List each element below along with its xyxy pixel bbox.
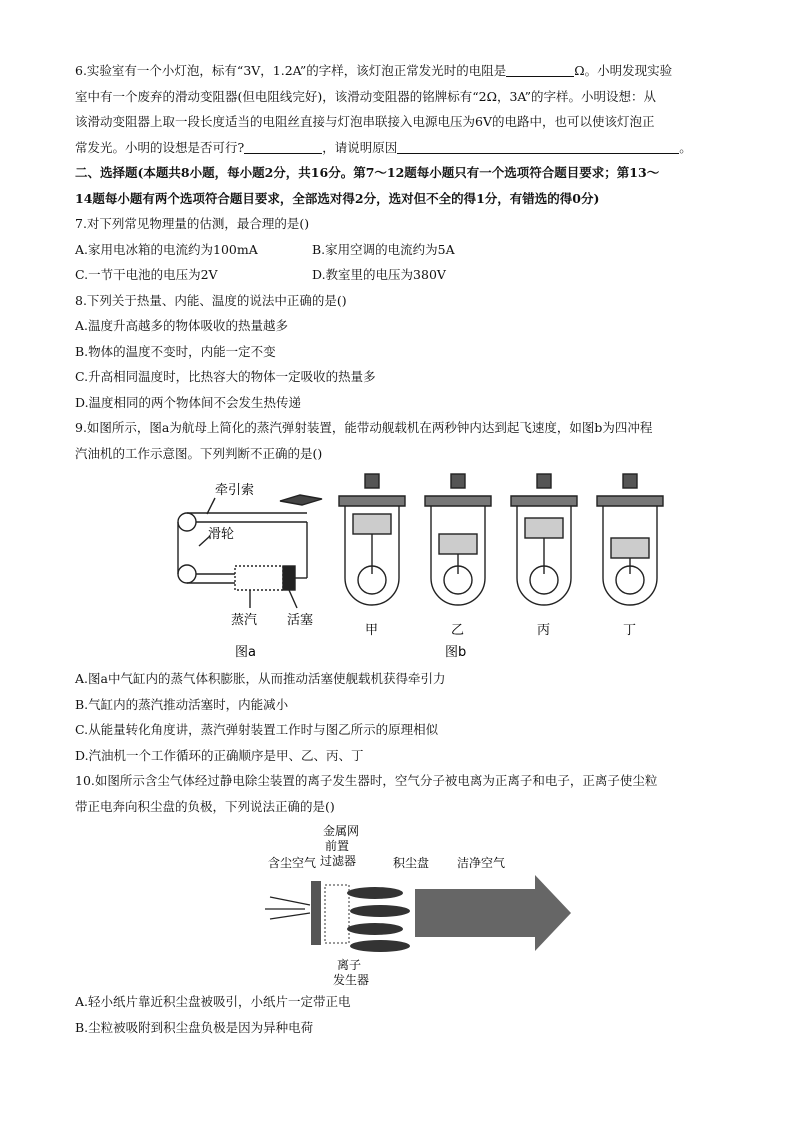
q7-options-row-2 xyxy=(75,262,727,288)
piston xyxy=(283,566,295,590)
exam-page xyxy=(75,58,727,1040)
q7-option-d[interactable]: D.教室里的电压为380V xyxy=(312,267,446,282)
q9-figure xyxy=(75,466,727,666)
q9-option-b[interactable]: B.气缸内的蒸汽推动活塞时，内能减小 xyxy=(75,696,289,712)
q8-stem: 8.下列关于热量、内能、温度的说法中正确的是() xyxy=(75,292,347,308)
q10-option-a[interactable]: A.轻小纸片靠近积尘盘被吸引，小纸片一定带正电 xyxy=(75,994,351,1009)
clean-air-arrow xyxy=(415,875,571,951)
q6-line-2: 室中有一个废弃的滑动变阻器(但电阻线完好)，该滑动变阻器的铭牌标有“2Ω，3A”的字样。小明设想：从 xyxy=(75,88,656,104)
label-metal-mesh-3: 过滤器 xyxy=(320,854,357,868)
ion-generator xyxy=(325,885,349,943)
q9-stem-line-2: 汽油机的工作示意图。下列判断不正确的是() xyxy=(75,445,323,461)
engine-cylinders xyxy=(339,474,663,605)
cylinder-jia xyxy=(339,474,405,605)
metal-mesh-filter xyxy=(311,881,321,945)
q9-stem-line-1: 9.如图所示，图a为航母上简化的蒸汽弹射装置，能带动舰载机在两秒钟内达到起飞速度，如图b为四冲程 xyxy=(75,420,653,435)
q9-option-c[interactable]: C.从能量转化角度讲，蒸汽弹射装置工作时与图乙所示的原理相似 xyxy=(75,722,439,737)
label-piston: 活塞 xyxy=(287,613,314,628)
label-ion-generator-2: 发生器 xyxy=(333,973,370,987)
q6-line-4: 常发光。小明的设想是否可行? ，请说明原因 。 xyxy=(75,139,692,155)
label-pulley: 滑轮 xyxy=(208,527,235,542)
label-metal-mesh-1: 金属网 xyxy=(323,824,360,838)
q8-option-d[interactable]: D.温度相同的两个物体间不会发生热传递 xyxy=(75,394,302,410)
label-clean-air: 洁净空气 xyxy=(457,856,506,870)
section2-heading-line-2: 14题每小题有两个选项符合题目要求，全部选对得2分，选对但不全的得1分，有错选的得0分) xyxy=(75,190,600,206)
q10-stem-line-1: 10.如图所示含尘气体经过静电除尘装置的离子发生器时，空气分子被电离为正离子和电子，正离子使尘粒 xyxy=(75,773,658,788)
label-stroke-jia: 甲 xyxy=(365,623,379,638)
q6-blank-resistance[interactable] xyxy=(506,62,574,77)
cylinder-ding xyxy=(597,474,663,605)
cylinder-yi xyxy=(425,474,491,605)
q10-figure xyxy=(75,819,727,989)
q7-option-a[interactable]: A.家用电冰箱的电流约为100mA xyxy=(75,241,258,257)
aircraft-icon xyxy=(280,495,322,505)
label-steam: 蒸汽 xyxy=(231,613,258,628)
q7-options-row-1 xyxy=(75,237,727,263)
q7-option-c[interactable]: C.一节干电池的电压为2V xyxy=(75,267,218,282)
catapult-diagram xyxy=(178,495,322,608)
q6-blank-reason[interactable] xyxy=(397,139,679,154)
q9-option-d[interactable]: D.汽油机一个工作循环的正确顺序是甲、乙、丙、丁 xyxy=(75,747,364,763)
q7-option-b[interactable]: B.家用空调的电流约为5A xyxy=(312,241,455,257)
label-stroke-ding: 丁 xyxy=(623,623,637,638)
caption-figure-b: 图b xyxy=(445,645,467,660)
cylinder-bing xyxy=(511,474,577,605)
q7-stem: 7.对下列常见物理量的估测，最合理的是() xyxy=(75,216,310,231)
q8-option-b[interactable]: B.物体的温度不变时，内能一定不变 xyxy=(75,343,276,359)
q9-option-a[interactable]: A.图a中气缸内的蒸气体积膨胀，从而推动活塞使舰载机获得牵引力 xyxy=(75,671,446,686)
q10-option-b[interactable]: B.尘粒被吸附到积尘盘负极是因为异种电荷 xyxy=(75,1019,314,1035)
q9-figure-svg xyxy=(75,466,727,666)
q6-line-1: 6.实验室有一个小灯泡，标有“3V，1.2A”的字样，该灯泡正常发光时的电阻是 Ω。小明发现实验 xyxy=(75,63,673,78)
label-ion-generator-1: 离子 xyxy=(337,958,362,972)
q6-line-3: 该滑动变阻器上取一段长度适当的电阻丝直接与灯泡串联接入电源电压为6V的电路中，也可以使该灯泡正 xyxy=(75,114,655,129)
label-stroke-bing: 丙 xyxy=(537,623,551,638)
q10-figure-svg xyxy=(75,819,727,989)
label-traction-cable: 牵引索 xyxy=(215,483,255,498)
label-metal-mesh-2: 前置 xyxy=(325,839,350,853)
caption-figure-a: 图a xyxy=(235,645,256,660)
label-dusty-air: 含尘空气 xyxy=(268,856,317,870)
section2-heading-line-1: 二、选择题(本题共8小题，每小题2分，共16分。第7～12题每小题只有一个选项符合题目要求；第13～ xyxy=(75,165,660,180)
label-stroke-yi: 乙 xyxy=(451,623,465,638)
q8-option-a[interactable]: A.温度升高越多的物体吸收的热量越多 xyxy=(75,318,289,333)
pulley-bottom xyxy=(178,565,196,583)
q6-blank-feasible[interactable] xyxy=(244,139,322,154)
q10-stem-line-2: 带正电奔向积尘盘的负极，下列说法正确的是() xyxy=(75,798,335,814)
label-dust-plate: 积尘盘 xyxy=(393,856,430,870)
dust-plates xyxy=(347,887,410,952)
steam-cylinder xyxy=(235,566,283,590)
pulley-top xyxy=(178,513,196,531)
q8-option-c[interactable]: C.升高相同温度时，比热容大的物体一定吸收的热量多 xyxy=(75,369,376,384)
